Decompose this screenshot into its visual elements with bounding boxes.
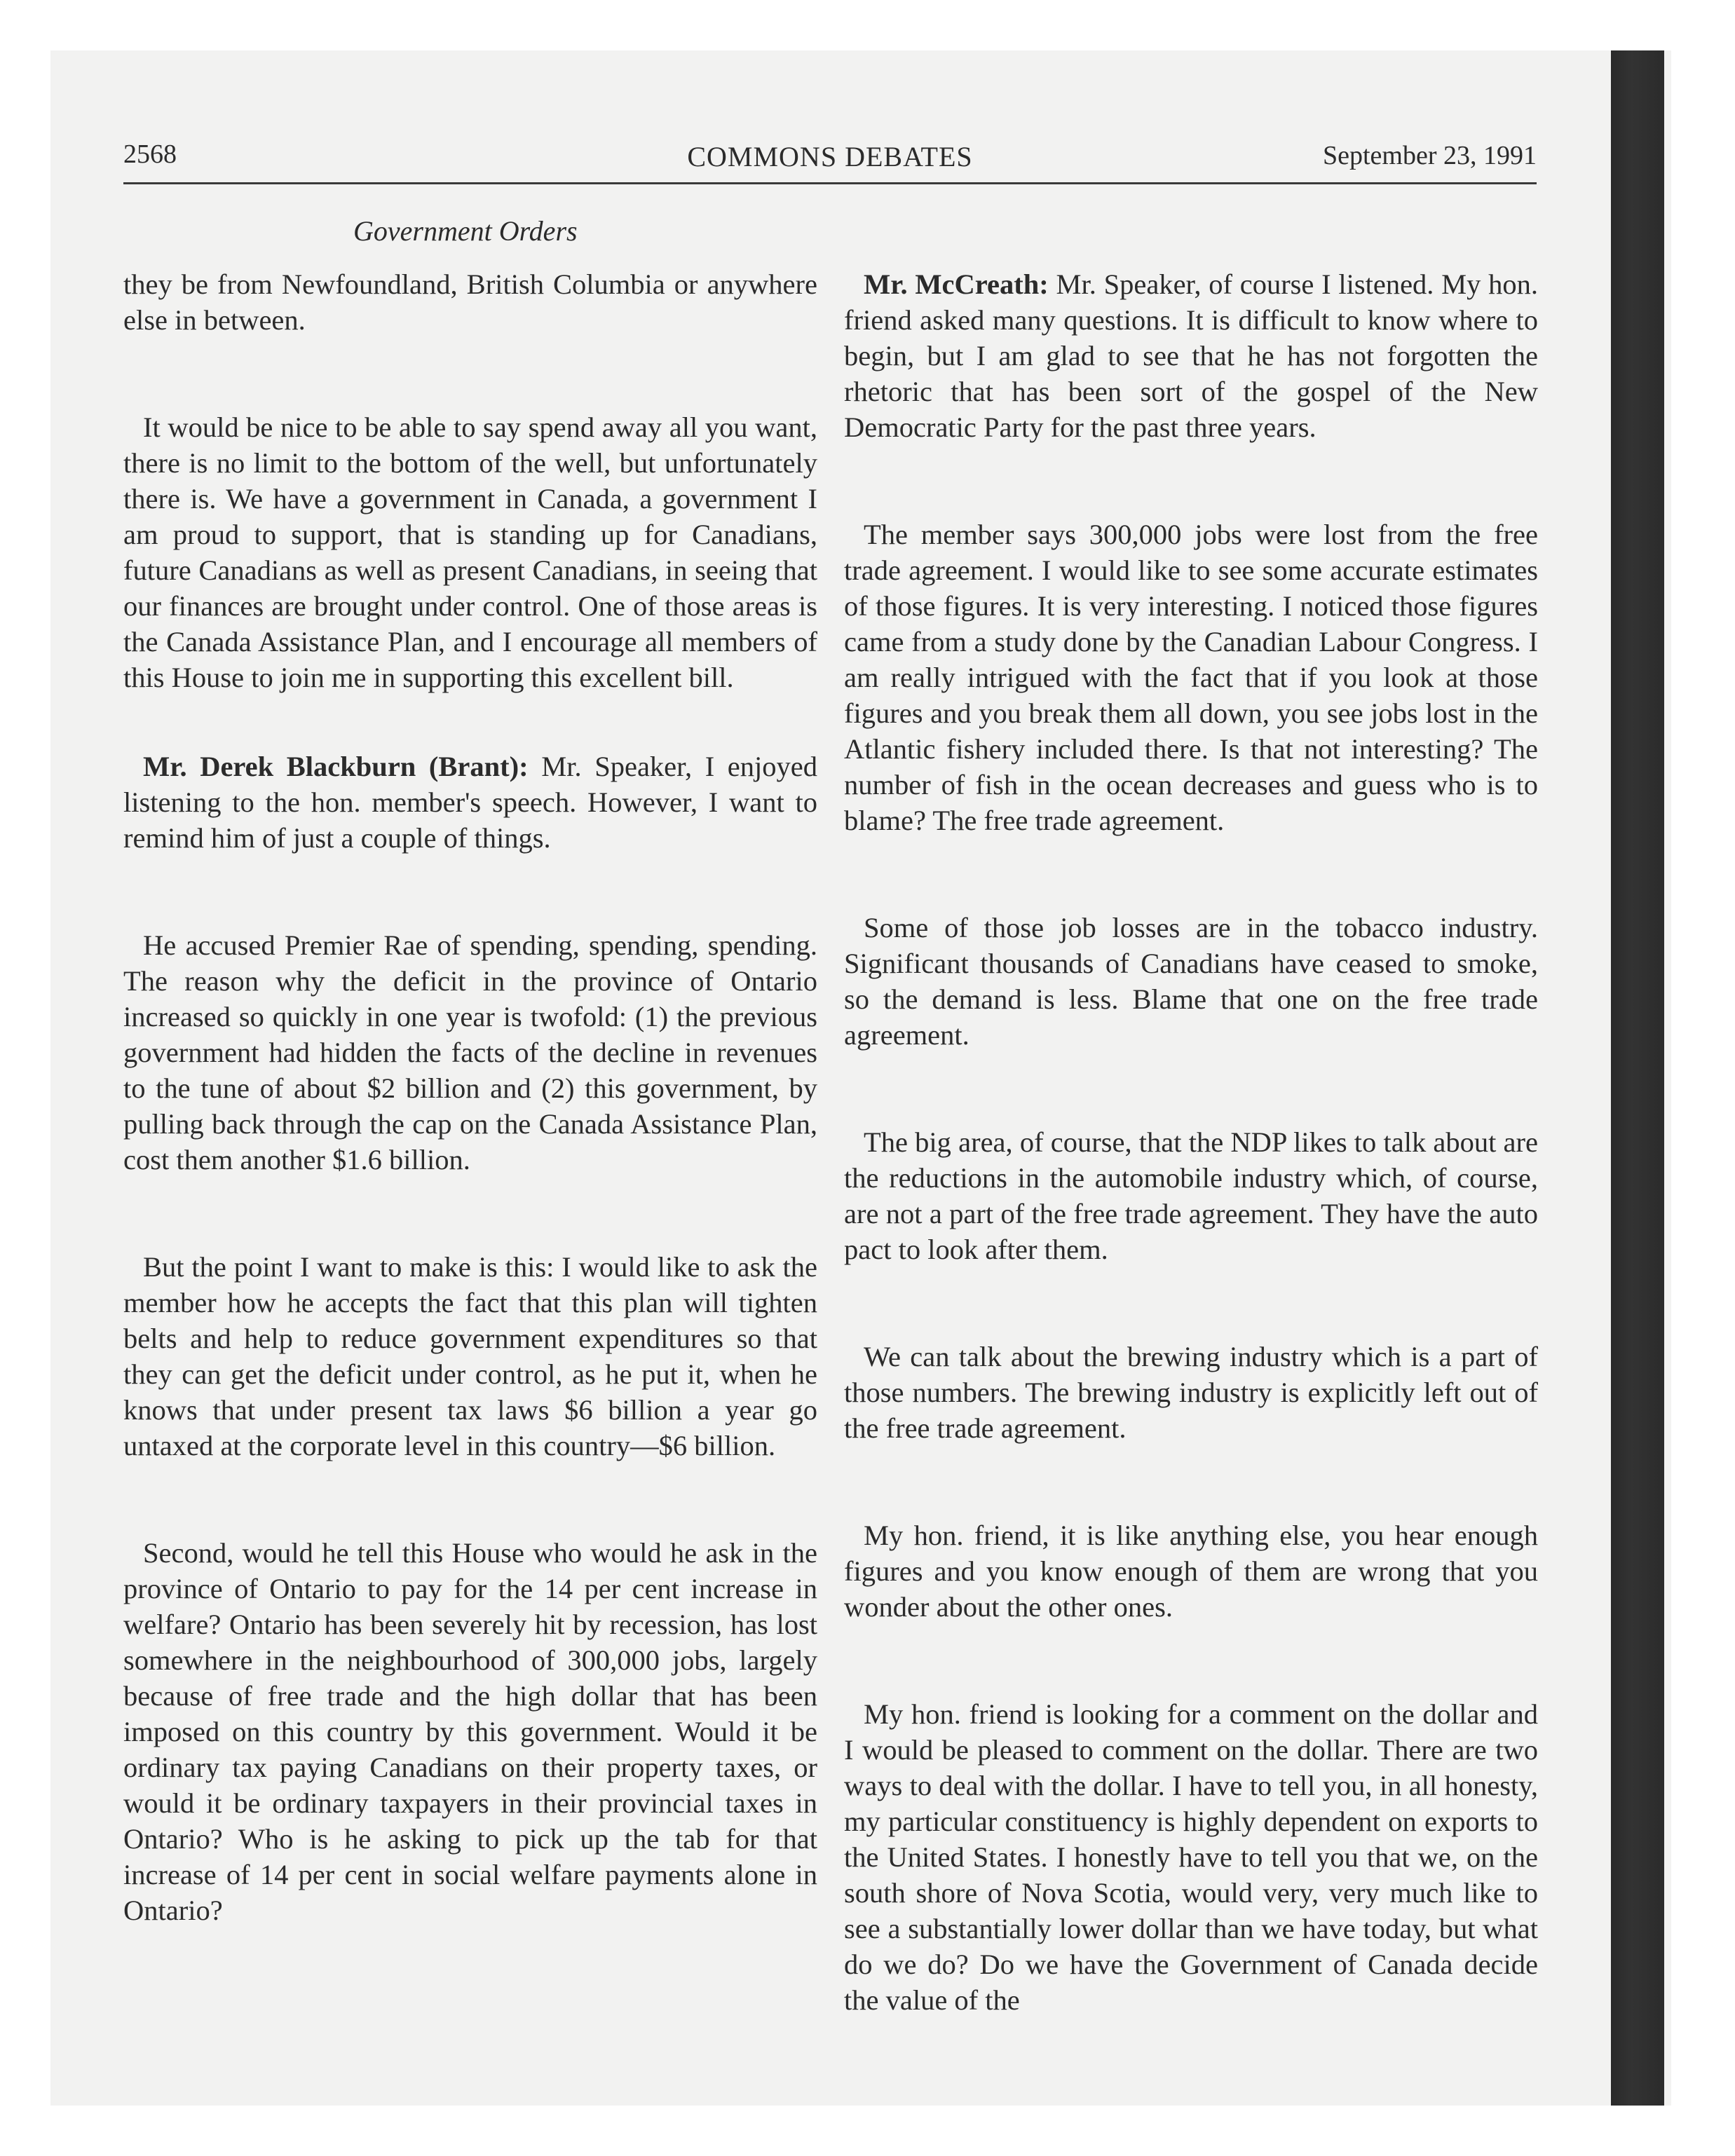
paragraph-text: My hon. friend is looking for a comment on the dollar and I would be pleased to comment on the dollar. There are two ways to deal with the dollar. I have to tell you, in all honesty, my particular constituency is highly dependent on exports to the United States. I honestly have to tell you that we, on the south shore of Nova Scotia, would very, very much like to see a substantially lower dollar than we have today, but what do we do? Do we have the Government of Canada decide the value of the: [844, 1698, 1538, 2016]
section-heading: Government Orders: [353, 215, 578, 247]
paragraph: [844, 517, 1538, 838]
paragraph-text: My hon. friend, it is like anything else, you hear enough figures and you know enough of them are wrong that you wonder about the other ones.: [844, 1520, 1538, 1623]
paragraph-text: Mr. Speaker, of course I listened. My hon. friend asked many questions. It is difficult to know where to begin, but I am glad to see that he has not forgotten the rhetoric that has been sort of the gospel of the New Democratic Party for the past three years.: [844, 268, 1539, 443]
paragraph: [123, 266, 817, 338]
page-header: [123, 139, 1537, 184]
right-column: [844, 266, 1538, 2018]
paragraph: [844, 910, 1538, 1053]
paragraph-text: He accused Premier Rae of spending, spending, spending. The reason why the deficit in the province of Ontario increased so quickly in one year is twofold: (1) the previous government had hidden the facts of the decline in revenues to the tune of about $2 billion and (2) this government, by pulling back through the cap on the Canada Assistance Plan, cost them another $1.6 billion.: [123, 929, 817, 1175]
paragraph-text: The member says 300,000 jobs were lost from the free trade agreement. I would like to see some accurate estimates of those figures. It is very interesting. I noticed those figures came from a study done by the Canadian Labour Congress. I am really intrigued with the fact that if you look at those figures and you break them all down, you see jobs lost in the Atlantic fishery included there. Is that not interesting? The number of fish in the ocean decreases and guess who is to blame? The free trade agreement.: [844, 519, 1538, 836]
paragraph-text: But the point I want to make is this: I would like to ask the member how he accepts the fact that this plan will tighten belts and help to reduce government expenditures so that they can get the deficit under control, as he put it, when he knows that under present tax laws $6 billion a year go untaxed at the corporate level in this country—$6 billion.: [123, 1251, 817, 1461]
paragraph-text: they be from Newfoundland, British Columbia or anywhere else in between.: [123, 268, 817, 336]
issue-date: September 23, 1991: [1322, 141, 1537, 170]
scan-edge-shadow: [1611, 50, 1664, 2106]
journal-title: COMMONS DEBATES: [687, 141, 973, 172]
paragraph-text: Some of those job losses are in the tobacco industry. Significant thousands of Canadians have ceased to smoke, so the demand is less. Blame that one on the free trade agreement.: [844, 912, 1538, 1051]
paragraph: [844, 1124, 1538, 1267]
paragraph: [123, 927, 817, 1178]
paragraph-text: We can talk about the brewing industry which is a part of those numbers. The brewing industry is explicitly left out of the free trade agreement.: [844, 1341, 1538, 1444]
paragraph: [844, 1339, 1538, 1446]
paragraph-text: It would be nice to be able to say spend away all you want, there is no limit to the bottom of the well, but unfortunately there is. We have a government in Canada, a government I am proud to support, that is standing up for Canadians, future Canadians as well as present Canadians, in seeing that our finances are brought under control. One of those areas is the Canada Assistance Plan, and I encourage all members of this House to join me in supporting this excellent bill.: [123, 411, 817, 693]
paragraph: [123, 749, 817, 856]
paragraph: [844, 1517, 1538, 1625]
paragraph-text: The big area, of course, that the NDP likes to talk about are the reductions in the automobile industry which, of course, are not a part of the free trade agreement. They have the auto pact to look after them.: [844, 1126, 1538, 1265]
paragraph: [123, 1535, 817, 1928]
speaker-name: Mr. Derek Blackburn (Brant):: [143, 751, 529, 782]
left-column: [123, 266, 817, 1928]
page-number: 2568: [123, 139, 177, 169]
paragraph: [123, 409, 817, 695]
paragraph-text: Mr. Speaker, I enjoyed listening to the hon. member's speech. However, I want to remind him of just a couple of things.: [123, 751, 818, 854]
paragraph: [844, 1696, 1538, 2018]
paragraph: [123, 1249, 817, 1464]
speaker-name: Mr. McCreath:: [864, 268, 1049, 300]
paragraph-text: Second, would he tell this House who would he ask in the province of Ontario to pay for the 14 per cent increase in welfare? Ontario has been severely hit by recession, has lost somewhere in the neighbourhood of 300,000 jobs, largely because of free trade and the high dollar that has been imposed on this country by this government. Would it be ordinary tax paying Canadians on their property taxes, or would it be ordinary taxpayers in their provincial taxes in Ontario? Who is he asking to pick up the tab for that increase of 14 per cent in social welfare payments alone in Ontario?: [123, 1537, 817, 1926]
paragraph: [844, 266, 1538, 445]
